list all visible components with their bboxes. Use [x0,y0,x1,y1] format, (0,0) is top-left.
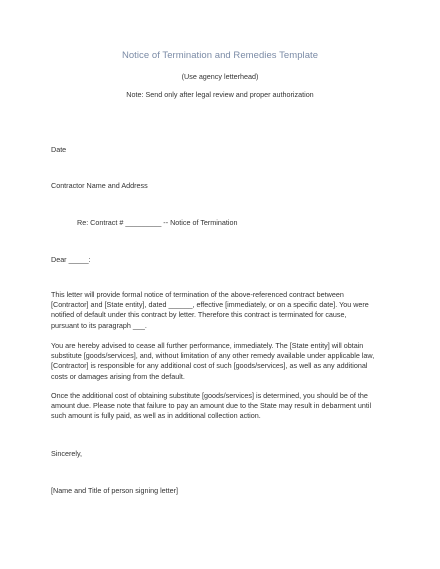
closing-salutation: Sincerely, [51,449,83,458]
paragraph-line: pursuant to its paragraph ___. [51,320,147,330]
paragraph-line: This letter will provide formal notice of termination of the above-referenced contract between [51,290,344,299]
authorization-note: Note: Send only after legal review and proper authorization [126,90,314,99]
signature-block: [Name and Title of person signing letter] [51,486,179,495]
paragraph-line: costs or damages arising from the default. [51,371,185,381]
paragraph-line: substitute [goods/services], and, without limitation of any other remedy available under applicable law, [51,351,375,361]
paragraph-termination-notice [51,290,391,331]
paragraph-line: [Contractor] is responsible for any additional cost of such [goods/services], as well as any additional [51,361,368,371]
contractor-field: Contractor Name and Address [51,181,148,190]
paragraph-line: amount due. Please note that failure to pay an amount due to the State may result in debarment until [51,401,372,411]
paragraph-line: such amount is fully paid, as well as in additional collection action. [51,411,261,421]
paragraph-cease-performance [51,341,391,382]
paragraph-additional-cost [51,391,391,422]
letterhead-instruction: (Use agency letterhead) [181,72,259,81]
date-field: Date [51,145,67,154]
salutation-line: Dear _____: [51,255,91,264]
paragraph-line: Once the additional cost of obtaining substitute [goods/services] is determined, you should be of the [51,391,368,400]
document-title: Notice of Termination and Remedies Template [121,50,319,61]
paragraph-line: [Contractor] and [State entity], dated ______, effective [immediately, or on a specific date]. You were [51,300,369,310]
paragraph-line: notified of default under this contract by letter. Therefore this contract is terminated for cause, [51,310,347,320]
subject-line: Re: Contract # _________ -- Notice of Termination [77,218,238,227]
paragraph-line: You are hereby advised to cease all further performance, immediately. The [State entity] will obtain [51,341,364,350]
